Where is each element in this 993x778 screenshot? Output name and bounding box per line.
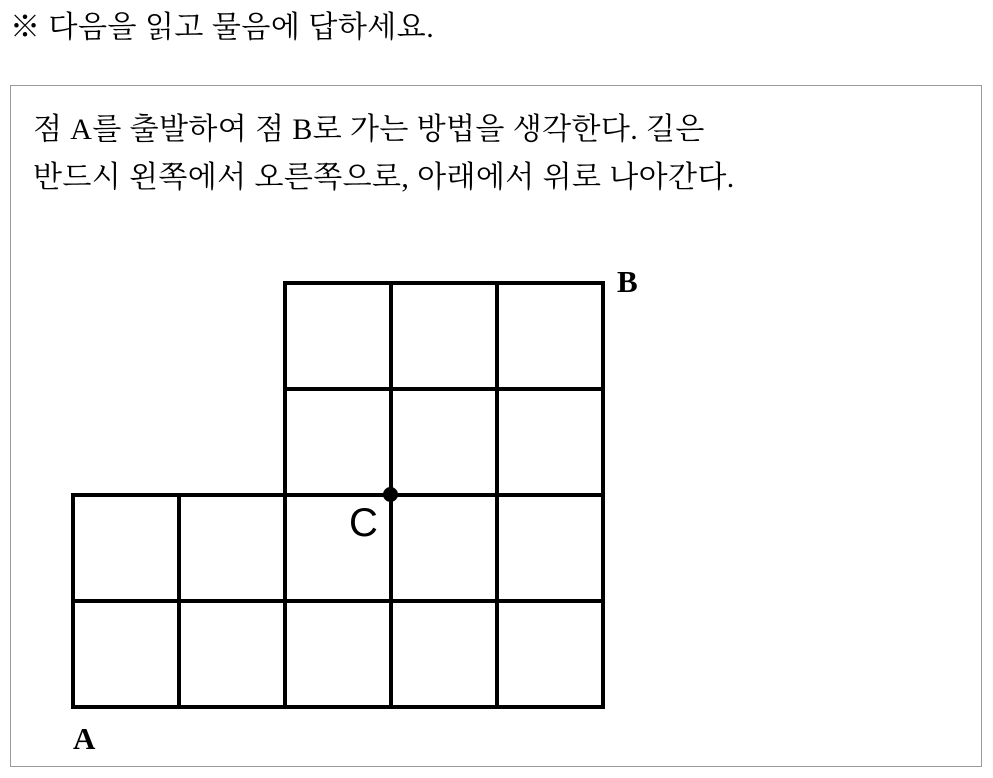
instruction-text: ※ 다음을 읽고 물음에 답하세요. (10, 11, 435, 44)
grid-vline-1 (71, 493, 75, 709)
grid-hline-top (283, 281, 605, 285)
grid-hline-4 (71, 599, 605, 603)
grid-vline-2 (177, 493, 181, 709)
problem-box (10, 85, 982, 767)
grid-hline-bottom (71, 705, 605, 709)
point-c-label: C (349, 501, 378, 545)
point-c-dot (383, 487, 398, 502)
grid-vline-3 (283, 281, 287, 709)
problem-stem-line-2: 반드시 왼쪽에서 오른쪽으로, 아래에서 위로 나아간다. (33, 161, 735, 194)
grid-vline-5 (495, 281, 499, 709)
grid-vline-6 (601, 281, 605, 709)
grid-hline-2 (283, 387, 605, 391)
problem-stem (33, 106, 963, 202)
lattice-path-figure (61, 264, 661, 756)
grid-hline-3 (71, 493, 605, 497)
point-b-label: B (617, 264, 638, 299)
point-a-label: A (73, 721, 96, 756)
problem-stem-line-1: 점 A를 출발하여 점 B로 가는 방법을 생각한다. 길은 (33, 113, 705, 146)
